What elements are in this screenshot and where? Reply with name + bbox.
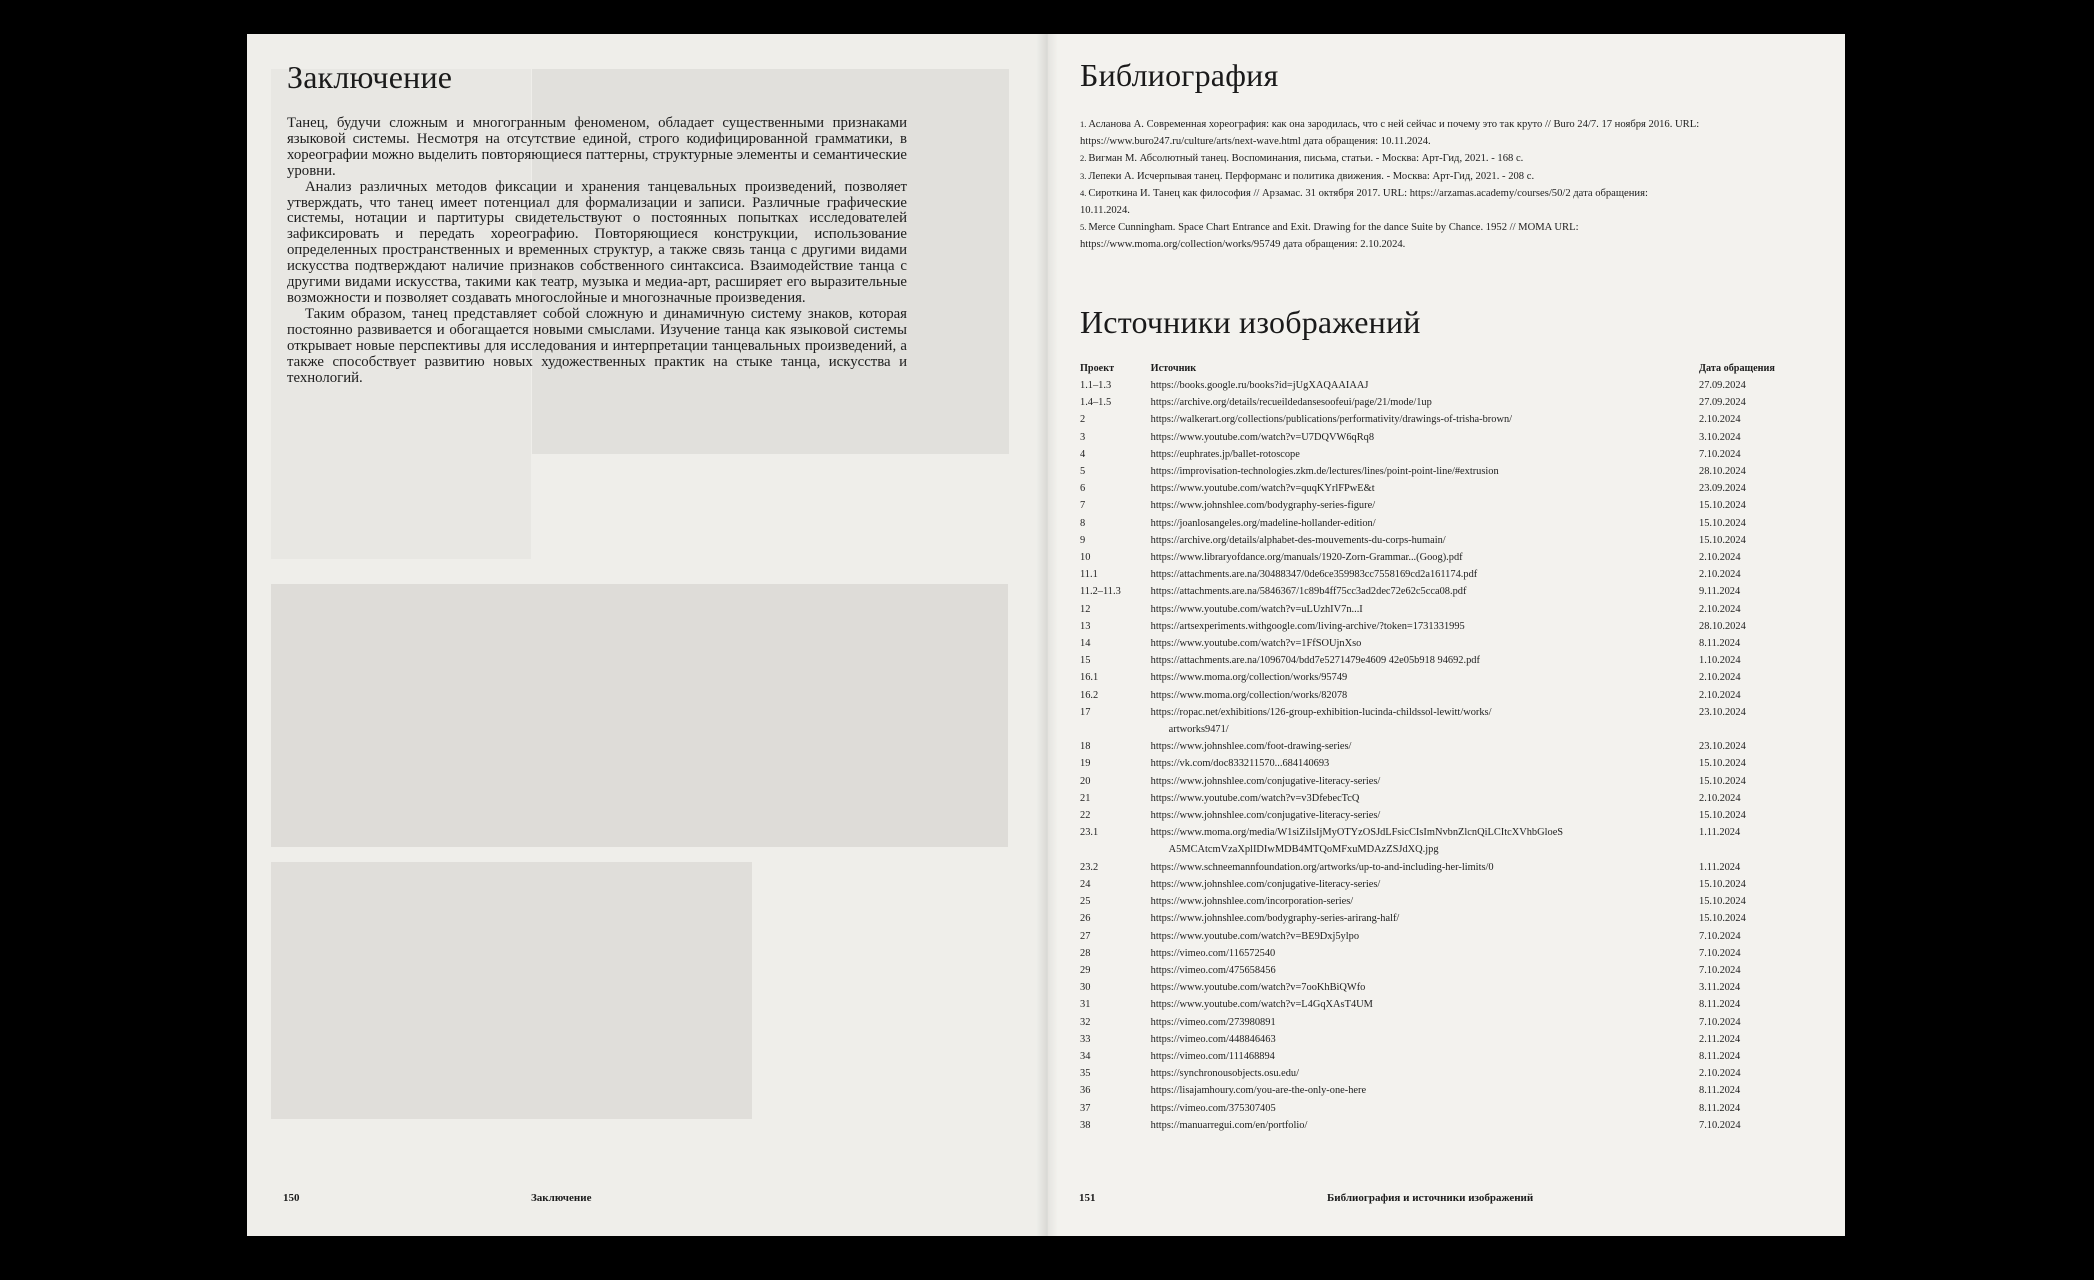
right-page <box>1046 34 1845 1236</box>
table-row <box>1080 928 1800 945</box>
cell-date: 2.10.2024 <box>1699 689 1741 701</box>
conclusion-body <box>287 116 907 386</box>
cell-date: 8.11.2024 <box>1699 1085 1741 1097</box>
source-link-continuation[interactable]: A5MCAtcmVzaXplIDIwMDB4MTQoMFxuMDAzZSJdXQ.jpg <box>1168 844 1439 856</box>
cell-project: 13 <box>1080 620 1091 632</box>
bibliography-list <box>1080 116 1700 254</box>
table-row <box>1080 635 1800 652</box>
cell-project: 25 <box>1080 896 1091 908</box>
cell-project: 5 <box>1080 466 1086 478</box>
table-row <box>1080 463 1800 480</box>
bibliography-item <box>1080 185 1700 219</box>
bibliography-item <box>1080 150 1700 167</box>
source-link[interactable]: https://www.youtube.com/watch?v=BE9Dxj5ylpo <box>1150 930 1360 942</box>
table-header-row <box>1080 360 1800 377</box>
source-link[interactable]: https://www.johnshlee.com/conjugative-literacy-series/ <box>1150 810 1381 822</box>
cell-source <box>1151 1117 1699 1134</box>
cell-source <box>1151 583 1699 600</box>
sources-table <box>1080 360 1800 1134</box>
bibliography-item-number: 2. <box>1080 153 1087 164</box>
cell-date: 7.10.2024 <box>1699 448 1741 460</box>
cell-project: 26 <box>1080 913 1091 925</box>
source-link[interactable]: https://www.youtube.com/watch?v=7ooKhBiQWfo <box>1150 982 1366 994</box>
cell-date: 27.09.2024 <box>1699 380 1746 391</box>
cell-date: 7.10.2024 <box>1699 1016 1741 1028</box>
cell-source <box>1151 566 1699 583</box>
cell-project: 16.2 <box>1080 689 1099 701</box>
source-link[interactable]: https://manuarregui.com/en/portfolio/ <box>1150 1119 1308 1131</box>
cell-project: 27 <box>1080 930 1091 942</box>
table-row <box>1080 1100 1800 1117</box>
page-title: Заключение <box>287 59 453 95</box>
cell-project: 7 <box>1080 500 1086 512</box>
cell-project: 9 <box>1080 534 1086 546</box>
cell-project: 3 <box>1080 431 1086 443</box>
source-link[interactable]: https://archive.org/details/alphabet-des-mouvements-du-corps-humain/ <box>1150 534 1446 546</box>
table-row <box>1080 910 1800 927</box>
source-link[interactable]: https://www.schneemannfoundation.org/artworks/up-to-and-including-her-limits/0 <box>1150 861 1494 873</box>
cell-date: 7.10.2024 <box>1699 947 1741 959</box>
table-row <box>1080 687 1800 704</box>
cell-project: 19 <box>1080 758 1091 770</box>
source-link[interactable]: https://www.johnshlee.com/conjugative-literacy-series/ <box>1150 878 1381 890</box>
paragraph: Таким образом, танец представляет собой сложную и динамичную систему знаков, которая постоянно развивается и обогащается новыми смыслами. Изучение танца как языковой системы открывает новые перспективы для исследования и интерпретации танцевальных произведений, а также способствует развитию новых художественных практик на стыке танца, искусства и технологий. <box>287 305 907 386</box>
source-link[interactable]: https://www.youtube.com/watch?v=1FfSOUjnXso <box>1150 638 1362 650</box>
cell-project: 34 <box>1080 1050 1091 1062</box>
table-row <box>1080 1117 1800 1134</box>
table-row <box>1080 738 1800 755</box>
cell-source <box>1151 463 1699 480</box>
cell-project: 30 <box>1080 982 1091 994</box>
cell-date: 7.10.2024 <box>1699 1119 1741 1131</box>
source-link[interactable]: https://ropac.net/exhibitions/126-group-exhibition-lucinda-childssol-lewitt/works/ <box>1150 706 1492 718</box>
source-link[interactable]: https://attachments.are.na/30488347/0de6ce359983cc7558169cd2a161174.pdf <box>1150 569 1478 581</box>
source-link[interactable]: https://www.johnshlee.com/bodygraphy-series-figure/ <box>1150 500 1376 512</box>
source-link[interactable]: https://www.youtube.com/watch?v=quqKYrlFPwE&t <box>1150 483 1375 495</box>
table-row <box>1080 532 1800 549</box>
cell-source <box>1151 1065 1699 1082</box>
table-row <box>1080 945 1800 962</box>
left-page <box>247 34 1046 1236</box>
source-link[interactable]: https://archive.org/details/recueildedansesoofeui/page/21/mode/1up <box>1150 397 1432 409</box>
cell-date: 8.11.2024 <box>1699 1102 1741 1114</box>
cell-source <box>1151 532 1699 549</box>
cell-source <box>1151 928 1699 945</box>
paragraph: Танец, будучи сложным и многогранным феноменом, обладает существенными признаками языковой системы. Несмотря на отсутствие единой, строго кодифицированной грамматики, в хореографии можно выделить повторяющиеся паттерны, структурные элементы и семантические уровни. <box>287 115 907 179</box>
cell-date: 8.11.2024 <box>1699 638 1741 650</box>
cell-source <box>1151 773 1699 790</box>
bibliography-item <box>1080 168 1700 185</box>
table-row <box>1080 446 1800 463</box>
table-row <box>1080 1065 1800 1082</box>
table-row <box>1080 876 1800 893</box>
source-link[interactable]: https://www.youtube.com/watch?v=L4GqXAsT4UM <box>1150 999 1373 1011</box>
cell-source <box>1151 945 1699 962</box>
table-row <box>1080 807 1800 824</box>
cell-project: 11.2–11.3 <box>1080 586 1121 598</box>
column-header-project: Проект <box>1080 363 1115 374</box>
bibliography-item-number: 4. <box>1080 187 1087 198</box>
cell-project: 23.1 <box>1080 827 1099 839</box>
cell-source <box>1151 549 1699 566</box>
bibliography-item-text: Сироткина И. Танец как философия // Арзамас. 31 октября 2017. URL: https://arzamas.academy/courses/50/2 дата обращения: 10.11.2024. <box>1080 187 1648 217</box>
cell-source <box>1151 738 1699 755</box>
source-link[interactable]: https://www.johnshlee.com/bodygraphy-series-arirang-half/ <box>1150 913 1400 925</box>
cell-source <box>1151 377 1699 394</box>
cell-project: 10 <box>1080 552 1091 564</box>
cell-project: 29 <box>1080 964 1091 976</box>
source-link[interactable]: https://vimeo.com/475658456 <box>1150 964 1276 976</box>
source-link[interactable]: https://synchronousobjects.osu.edu/ <box>1150 1068 1300 1080</box>
source-link[interactable]: https://improvisation-technologies.zkm.de/lectures/lines/point-point-line/#extrusion <box>1150 466 1499 478</box>
cell-date: 15.10.2024 <box>1699 896 1746 908</box>
bibliography-item-number: 3. <box>1080 170 1087 181</box>
source-link[interactable]: https://www.youtube.com/watch?v=uLUzhIV7n...I <box>1150 603 1363 615</box>
cell-project: 2 <box>1080 414 1086 426</box>
cell-date: 27.09.2024 <box>1699 397 1746 409</box>
source-link[interactable]: https://attachments.are.na/1096704/bdd7e5271479e4609 42e05b918 94692.pdf <box>1150 655 1480 667</box>
cell-project: 1.4–1.5 <box>1080 397 1112 409</box>
cell-project: 28 <box>1080 947 1091 959</box>
cell-date: 28.10.2024 <box>1699 466 1746 478</box>
table-row <box>1080 583 1800 600</box>
cell-project: 23.2 <box>1080 861 1099 873</box>
cell-date: 3.10.2024 <box>1699 431 1741 443</box>
table-row <box>1080 1082 1800 1099</box>
source-link[interactable]: https://artsexperiments.withgoogle.com/living-archive/?token=1731331995 <box>1150 620 1465 632</box>
source-link[interactable]: https://vimeo.com/375307405 <box>1150 1102 1276 1114</box>
cell-source <box>1151 1031 1699 1048</box>
cell-date: 15.10.2024 <box>1699 758 1746 770</box>
bibliography-item-text: Merce Cunningham. Space Chart Entrance and Exit. Drawing for the dance Suite by Chance. 1952 // MOMA URL: https://www.moma.org/collection/works/95749 дата обращения: 2.10.2024. <box>1080 222 1579 251</box>
cell-source <box>1151 1100 1699 1117</box>
cell-source <box>1151 618 1699 635</box>
cell-project: 12 <box>1080 603 1091 615</box>
source-link[interactable]: https://vimeo.com/111468894 <box>1150 1050 1275 1062</box>
source-link[interactable]: https://www.johnshlee.com/foot-drawing-series/ <box>1150 741 1352 753</box>
cell-date: 8.11.2024 <box>1699 1050 1741 1062</box>
table-row <box>1080 601 1800 618</box>
source-link[interactable]: https://vk.com/doc833211570...684140693 <box>1150 758 1330 770</box>
cell-source <box>1151 497 1699 514</box>
source-link[interactable]: https://vimeo.com/448846463 <box>1150 1033 1276 1045</box>
cell-source <box>1151 979 1699 996</box>
table-row <box>1080 962 1800 979</box>
cell-date: 2.10.2024 <box>1699 672 1741 684</box>
cell-project: 11.1 <box>1080 569 1098 581</box>
table-row <box>1080 755 1800 772</box>
table-row <box>1080 704 1800 738</box>
cell-project: 36 <box>1080 1085 1091 1097</box>
cell-project: 21 <box>1080 792 1091 804</box>
table-row <box>1080 566 1800 583</box>
cell-project: 32 <box>1080 1016 1091 1028</box>
cell-source <box>1151 601 1699 618</box>
running-footer: Заключение <box>531 1192 592 1204</box>
running-footer: Библиография и источники изображений <box>1327 1192 1534 1204</box>
show-through-image <box>271 862 752 1119</box>
cell-source <box>1151 996 1699 1013</box>
table-row <box>1080 652 1800 669</box>
cell-source <box>1151 394 1699 411</box>
cell-date: 2.10.2024 <box>1699 792 1741 804</box>
sources-title: Источники изображений <box>1080 304 1421 340</box>
cell-project: 24 <box>1080 878 1091 890</box>
table-row <box>1080 515 1800 532</box>
cell-source <box>1151 446 1699 463</box>
cell-project: 35 <box>1080 1068 1091 1080</box>
source-link[interactable]: https://walkerart.org/collections/publications/performativity/drawings-of-trisha-brown/ <box>1150 414 1513 426</box>
cell-project: 17 <box>1080 706 1091 718</box>
source-link[interactable]: https://joanlosangeles.org/madeline-hollander-edition/ <box>1150 517 1376 529</box>
cell-source <box>1151 824 1699 858</box>
cell-source <box>1151 429 1699 446</box>
cell-source <box>1151 652 1699 669</box>
cell-date: 15.10.2024 <box>1699 517 1746 529</box>
cell-source <box>1151 687 1699 704</box>
show-through-image <box>271 584 1008 847</box>
bibliography-item <box>1080 219 1700 253</box>
cell-project: 15 <box>1080 655 1091 667</box>
cell-date: 15.10.2024 <box>1699 775 1746 787</box>
cell-project: 6 <box>1080 483 1086 495</box>
bibliography-item-number: 5. <box>1080 222 1087 233</box>
bibliography-title: Библиография <box>1080 57 1279 93</box>
bibliography-item <box>1080 116 1700 150</box>
cell-date: 9.11.2024 <box>1699 586 1741 598</box>
column-header-source: Источник <box>1150 363 1197 374</box>
cell-source <box>1151 515 1699 532</box>
table-row <box>1080 1031 1800 1048</box>
cell-date: 15.10.2024 <box>1699 534 1746 546</box>
column-header-date: Дата обращения <box>1699 363 1775 374</box>
cell-project: 16.1 <box>1080 672 1099 684</box>
cell-date: 1.10.2024 <box>1699 655 1741 667</box>
table-row <box>1080 996 1800 1013</box>
table-row <box>1080 773 1800 790</box>
table-row <box>1080 790 1800 807</box>
cell-date: 1.11.2024 <box>1699 861 1741 873</box>
cell-date: 1.11.2024 <box>1699 827 1741 839</box>
source-link[interactable]: https://www.johnshlee.com/conjugative-literacy-series/ <box>1150 775 1381 787</box>
source-link[interactable]: https://www.moma.org/collection/works/95749 <box>1150 672 1348 684</box>
table-row <box>1080 549 1800 566</box>
cell-project: 37 <box>1080 1102 1091 1114</box>
cell-source <box>1151 807 1699 824</box>
table-row <box>1080 618 1800 635</box>
cell-date: 23.10.2024 <box>1699 741 1746 753</box>
cell-source <box>1151 893 1699 910</box>
cell-date: 2.10.2024 <box>1699 1068 1741 1080</box>
table-row <box>1080 1014 1800 1031</box>
cell-project: 33 <box>1080 1033 1091 1045</box>
page-number: 151 <box>1079 1192 1096 1204</box>
cell-date: 15.10.2024 <box>1699 500 1746 512</box>
table-row <box>1080 979 1800 996</box>
source-link[interactable]: https://www.moma.org/collection/works/82078 <box>1150 689 1348 701</box>
paragraph: Анализ различных методов фиксации и хранения танцевальных произведений, позволяет утверждать, что танец имеет потенциал для формализации и записи. Различные графические системы, нотации и партитуры свидетельствуют о постоянных попытках исследователей зафиксировать и передать хореографию. Повторяющиеся конструкции, использование определенных пространственных и временных структур, а также связь танца с другими видами искусства подтверждают наличие признаков собственного синтаксиса. Взаимодействие танца с другими видами искусства, такими как театр, музыка и медиа-арт, расширяет его выразительные возможности и позволяет создавать многослойные и многозначные произведения. <box>287 178 907 306</box>
cell-date: 2.10.2024 <box>1699 569 1741 581</box>
cell-date: 3.11.2024 <box>1699 982 1741 994</box>
cell-source <box>1151 876 1699 893</box>
cell-date: 8.11.2024 <box>1699 999 1741 1011</box>
cell-source <box>1151 755 1699 772</box>
bibliography-item-text: Вигман М. Абсолютный танец. Воспоминания, письма, статьи. - Москва: Арт-Гид, 2021. - 168 с. <box>1088 153 1524 165</box>
table-row <box>1080 377 1800 394</box>
cell-date: 15.10.2024 <box>1699 810 1746 822</box>
cell-source <box>1151 1014 1699 1031</box>
cell-date: 23.10.2024 <box>1699 706 1746 718</box>
table-row <box>1080 480 1800 497</box>
cell-project: 4 <box>1080 448 1086 460</box>
source-link[interactable]: https://attachments.are.na/5846367/1c89b4ff75cc3ad2dec72e62c5cca08.pdf <box>1150 586 1467 598</box>
source-link[interactable]: https://books.google.ru/books?id=jUgXAQAAIAAJ <box>1150 380 1369 391</box>
cell-source <box>1151 790 1699 807</box>
table-row <box>1080 669 1800 686</box>
cell-source <box>1151 859 1699 876</box>
cell-date: 7.10.2024 <box>1699 930 1741 942</box>
page-number: 150 <box>283 1192 300 1204</box>
table-row <box>1080 497 1800 514</box>
cell-date: 2.11.2024 <box>1699 1033 1741 1045</box>
cell-source <box>1151 962 1699 979</box>
source-link[interactable]: https://euphrates.jp/ballet-rotoscope <box>1150 448 1300 460</box>
cell-source <box>1151 669 1699 686</box>
source-link[interactable]: https://lisajamhoury.com/you-are-the-only-one-here <box>1150 1085 1367 1097</box>
cell-source <box>1151 411 1699 428</box>
table-row <box>1080 394 1800 411</box>
cell-project: 22 <box>1080 810 1091 822</box>
table-row <box>1080 859 1800 876</box>
cell-project: 31 <box>1080 999 1091 1011</box>
cell-project: 8 <box>1080 517 1086 529</box>
source-link[interactable]: https://vimeo.com/273980891 <box>1150 1016 1276 1028</box>
table-row <box>1080 893 1800 910</box>
cell-project: 20 <box>1080 775 1091 787</box>
cell-date: 23.09.2024 <box>1699 483 1746 495</box>
source-link-continuation[interactable]: artworks9471/ <box>1168 724 1229 736</box>
cell-source <box>1151 910 1699 927</box>
cell-date: 2.10.2024 <box>1699 603 1741 615</box>
cell-project: 18 <box>1080 741 1091 753</box>
cell-source <box>1151 480 1699 497</box>
source-link[interactable]: https://www.moma.org/media/W1siZiIsIjMyOTYzOSJdLFsicCIsImNvbnZlcnQiLCItcXVhbGloeS <box>1150 827 1564 839</box>
table-row <box>1080 1048 1800 1065</box>
source-link[interactable]: https://www.youtube.com/watch?v=U7DQVW6qRq8 <box>1150 431 1375 443</box>
cell-date: 28.10.2024 <box>1699 620 1746 632</box>
table-row <box>1080 411 1800 428</box>
bibliography-item-text: Лепеки А. Исчерпывая танец. Перформанс и политика движения. - Москва: Арт-Гид, 2021. - 208 с. <box>1088 170 1535 182</box>
cell-date: 15.10.2024 <box>1699 878 1746 890</box>
source-link[interactable]: https://www.youtube.com/watch?v=v3DfebecTcQ <box>1150 792 1360 804</box>
cell-source <box>1151 1048 1699 1065</box>
cell-project: 1.1–1.3 <box>1080 380 1112 391</box>
source-link[interactable]: https://www.johnshlee.com/incorporation-series/ <box>1150 896 1354 908</box>
cell-source <box>1151 1082 1699 1099</box>
source-link[interactable]: https://vimeo.com/116572540 <box>1150 947 1276 959</box>
cell-date: 2.10.2024 <box>1699 414 1741 426</box>
table-row <box>1080 824 1800 858</box>
cell-source <box>1151 704 1699 738</box>
cell-date: 2.10.2024 <box>1699 552 1741 564</box>
cell-date: 15.10.2024 <box>1699 913 1746 925</box>
bibliography-item-text: Асланова А. Современная хореография: как она зародилась, что с ней сейчас и почему это так круто // Buro 24/7. 17 ноября 2016. URL: https://www.buro247.ru/culture/arts/next-wave.html дата обращения: 10.11.2024. <box>1080 119 1700 148</box>
source-link[interactable]: https://www.libraryofdance.org/manuals/1920-Zorn-Grammar...(Goog).pdf <box>1150 552 1463 564</box>
bibliography-item-number: 1. <box>1080 119 1087 129</box>
cell-date: 7.10.2024 <box>1699 964 1741 976</box>
cell-source <box>1151 635 1699 652</box>
table-row <box>1080 429 1800 446</box>
cell-project: 38 <box>1080 1119 1091 1131</box>
cell-project: 14 <box>1080 638 1091 650</box>
